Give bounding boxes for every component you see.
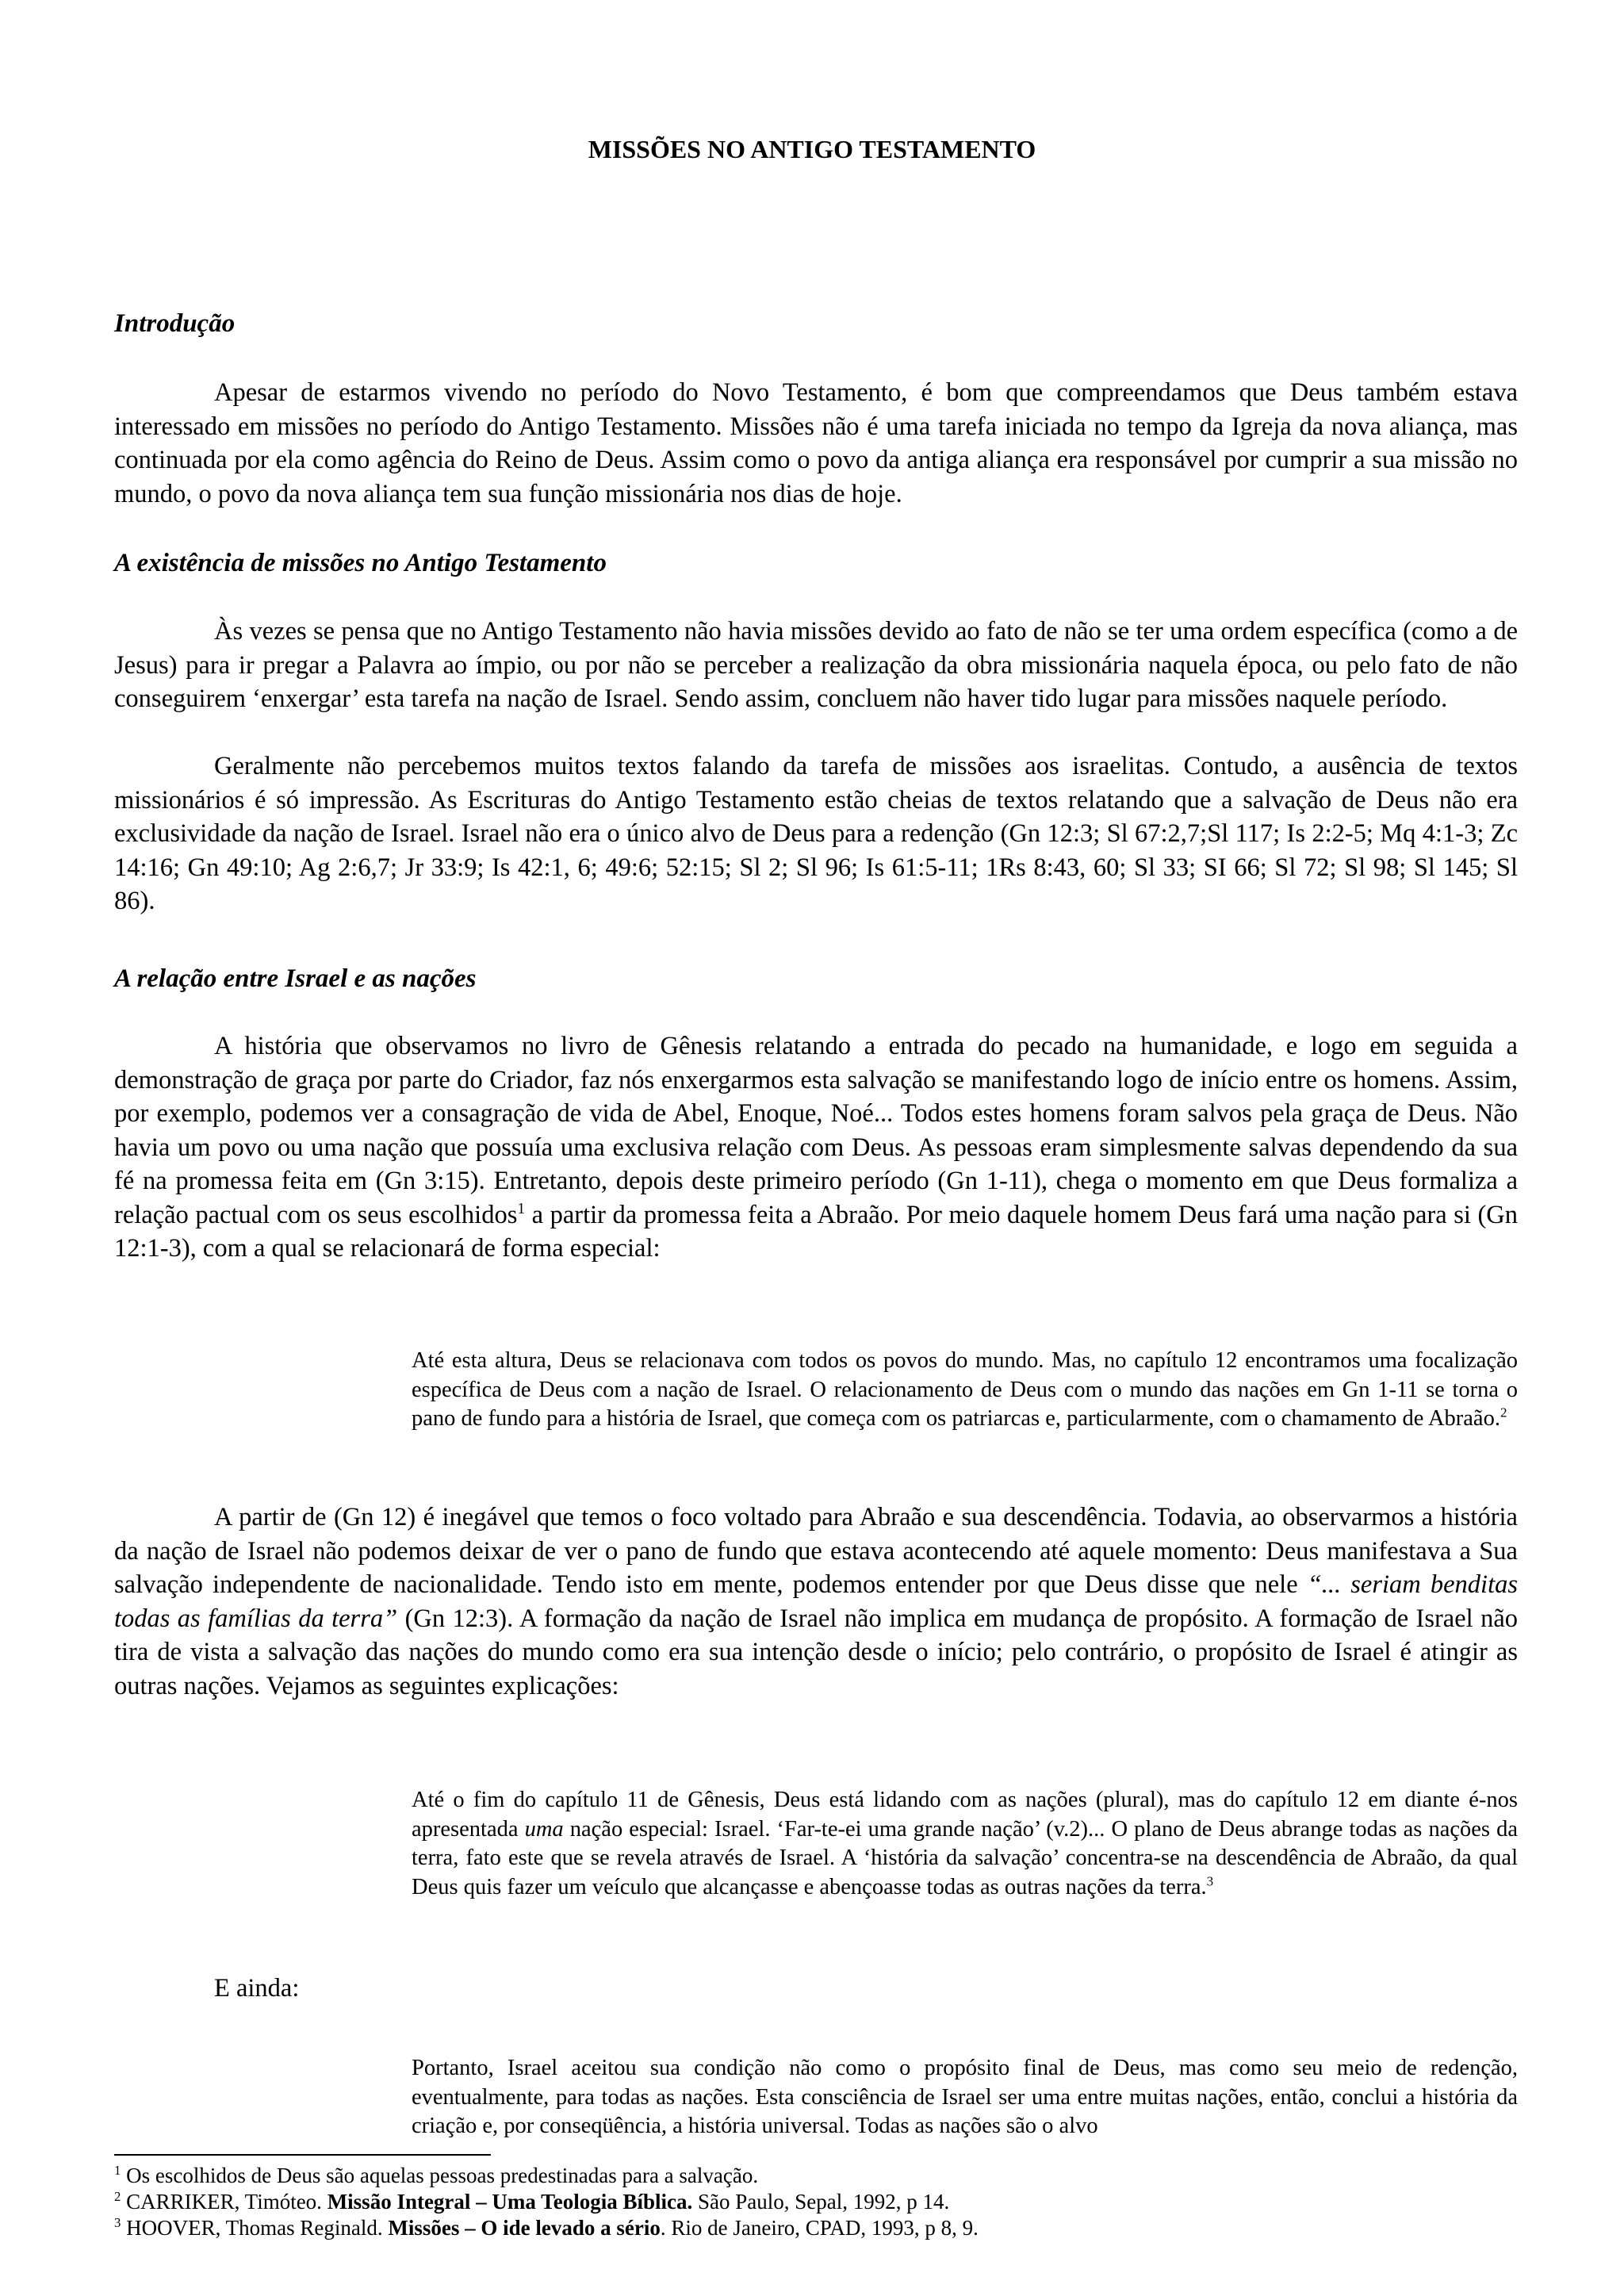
footnote-2: $^2$ CARRIKER, Timóteo. Missão Integral – Uma Teologia Bíblica. São Paulo, Sepal, 1992, p 14. [114,2189,950,2214]
paragraph-relacao-2: A partir de (Gn 12) é inegável que temos o foco voltado para Abraão e sua descendência. Todavia, ao observarmos a história da nação de Israel não podemos deixar de ver o pano de fundo que estava acontecendo até aquele momento: Deus manifestava a Sua salvação independente de nacionalidade. Tendo isto em mente, podemos entender por que Deus disse que nele “... seriam benditas todas as famílias da terra” (Gn 12:3). A formação da nação de Israel não implica em mudança de propósito. A formação de Israel não tira de vista a salvação das nações do mundo como era sua intenção desde o início; pelo contrário, o propósito de Israel é atingir as outras nações. Vejamos as seguintes explicações: [114,1503,1518,1700]
paragraph-relacao-1: A história que observamos no livro de Gênesis relatando a entrada do pecado na humanidade, e logo em seguida a demonstração de graça por parte do Criador, faz nós enxergarmos esta salvação se manifestando logo de início entre os homens. Assim, por exemplo, podemos ver a consagração de vida de Abel, Enoque, Noé... Todos estes homens foram salvos pela graça de Deus. Não havia um povo ou uma nação que possuía uma exclusiva relação com Deus. As pessoas eram simplesmente salvas dependendo da sua fé na promessa feita em (Gn 3:15). Entretanto, depois deste primeiro período (Gn 1-11), chega o momento em que Deus formaliza a relação pactual com os seus escolhidos$^1$ a partir da promessa feita a Abraão. Por meio daquele homem Deus fará uma nação para si (Gn 12:1-3), com a qual se relacionará de forma especial: [114,1032,1518,1263]
section-heading-relacao: A relação entre Israel e as nações [114,964,477,993]
footnote-ref-3: 3 [1206,1873,1214,1888]
page-title: MISSÕES NO ANTIGO TESTAMENTO [588,135,1036,163]
e-ainda-text: E ainda: [214,1974,300,2003]
block-quote-2: Até o fim do capítulo 11 de Gênesis, Deus está lidando com as nações (plural), mas do capítulo 12 em diante é-nos apresentada uma nação especial: Israel. ‘Far-te-ei uma grande nação’ (v.2)... O plano de Deus abrange todas as nações da terra, fato este que se revela através de Israel. A ‘história da salvação’ concentra-se na descendência de Abraão, da qual Deus quis fazer um veículo que alcançasse e abençoasse todas as outras nações da terra.$^3$ [412,1788,1518,1899]
footnote-ref-1: 1 [517,1200,526,1217]
section-heading-existencia: A existência de missões no Antigo Testamento [114,549,607,577]
block-quote-3: Portanto, Israel aceitou sua condição não como o propósito final de Deus, mas como seu meio de redenção, eventualmente, para todas as nações. Esta consciência de Israel ser uma entre muitas nações, então, conclui a história da criação e, por conseqüência, a história universal. Todas as nações são o alvo [412,2056,1518,2138]
section-heading-introducao: Introdução [114,309,236,338]
footnote-3: $^3$ HOOVER, Thomas Reginald. Missões – O ide levado a sério. Rio de Janeiro, CPAD, 1993, p 8, 9. [114,2215,979,2240]
footnote-divider [114,2154,491,2156]
emphasis-uma: uma [524,1816,564,1842]
quoted-verse: “... seriam benditas todas as famílias da terra” [114,1570,1518,1633]
paragraph-introducao: Apesar de estarmos vivendo no período do Novo Testamento, é bom que compreendamos que Deus também estava interessado em missões no período do Antigo Testamento. Missões não é uma tarefa iniciada no tempo da Igreja da nova aliança, mas continuada por ela como agência do Reino de Deus. Assim como o povo da antiga aliança era responsável por cumprir a sua missão no mundo, o povo da nova aliança tem sua função missionária nos dias de hoje. [114,378,1518,508]
footnote-1: $^1$ Os escolhidos de Deus são aquelas pessoas predestinadas para a salvação. [114,2163,759,2187]
footnote-ref-2: 2 [1500,1405,1507,1420]
block-quote-1: Até esta altura, Deus se relacionava com todos os povos do mundo. Mas, no capítulo 12 encontramos uma focalização específica de Deus com a nação de Israel. O relacionamento de Deus com o mundo das nações em Gn 1-11 se torna o pano de fundo para a história de Israel, que começa com os patriarcas e, particularmente, com o chamamento de Abraão.$^2$ [412,1348,1518,1431]
paragraph-existencia-2: Geralmente não percebemos muitos textos falando da tarefa de missões aos israelitas. Contudo, a ausência de textos missionários é só impressão. As Escrituras do Antigo Testamento estão cheias de textos relatando que a salvação de Deus não era exclusividade da nação de Israel. Israel não era o único alvo de Deus para a redenção (Gn 12:3; Sl 67:2,7;Sl 117; Is 2:2-5; Mq 4:1-3; Zc 14:16; Gn 49:10; Ag 2:6,7; Jr 33:9; Is 42:1, 6; 49:6; 52:15; Sl 2; Sl 96; Is 61:5-11; 1Rs 8:43, 60; Sl 33; SI 66; Sl 72; Sl 98; Sl 145; Sl 86). [114,752,1518,915]
paragraph-existencia-1: Às vezes se pensa que no Antigo Testamento não havia missões devido ao fato de não se ter uma ordem específica (como a de Jesus) para ir pregar a Palavra ao ímpio, ou por não se perceber a realização da obra missionária naquela época, ou pelo fato de não conseguirem ‘enxergar’ esta tarefa na nação de Israel. Sendo assim, concluem não haver tido lugar para missões naquele período. [114,617,1518,713]
